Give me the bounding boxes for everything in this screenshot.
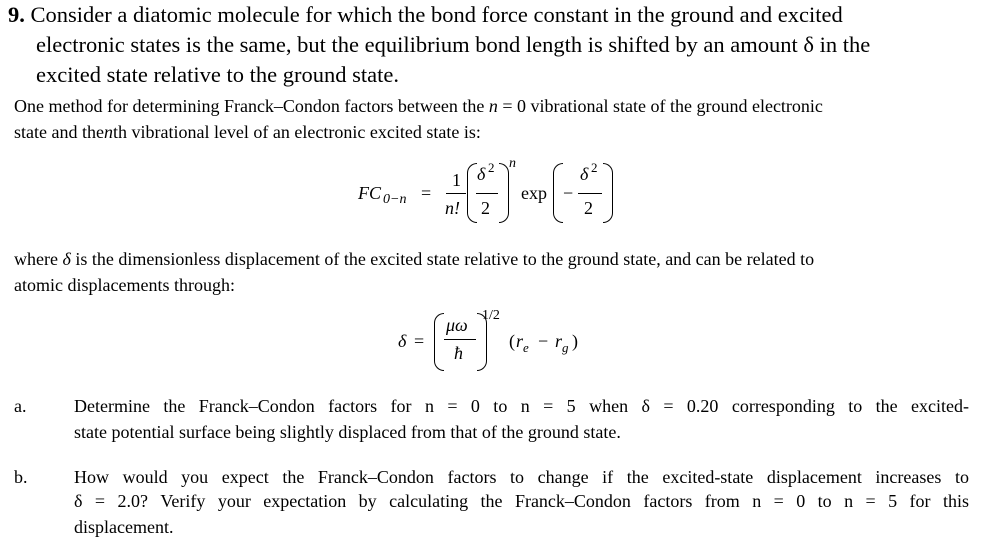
question-text-1: Consider a diatomic molecule for which the bond force constant in the ground and excited [30, 2, 843, 27]
eq1-inner-bar [476, 193, 498, 194]
intro-text-1b: = 0 vibrational state of the ground electronic [502, 96, 823, 116]
eq2-den: ħ [454, 343, 463, 363]
question-text-3: excited state relative to the ground state. [36, 62, 399, 87]
eq1-sq: 2 [488, 160, 495, 175]
intro-var-n2: n [103, 122, 113, 142]
eq2-minus: − [538, 331, 549, 351]
eq2-paren-open: ( [509, 331, 515, 351]
eq2-paren-close: ) [572, 331, 578, 351]
eq1-delta-b: δ [580, 164, 589, 184]
where-var-delta: δ [62, 249, 71, 269]
eq1-one: 1 [452, 170, 461, 190]
part-a-line-2: state potential surface being slightly displaced from that of the ground state. [74, 422, 621, 442]
eq1-inner-bar-2 [578, 193, 602, 194]
intro-line-1 [14, 94, 823, 118]
part-a-label: a. [14, 396, 27, 416]
question-line-1 [8, 0, 843, 30]
where-text-1b: is the dimensionless displacement of the excited state relative to the ground state, and can be related to [75, 249, 815, 269]
intro-text-2a: state and the [14, 122, 104, 142]
eq2-fraction-bar [444, 339, 476, 340]
where-text-2: atomic displacements through: [14, 275, 235, 295]
part-b-label: b. [14, 467, 28, 487]
eq1-power: n [509, 156, 516, 171]
eq1-paren-right [499, 163, 509, 223]
eq1-two-b: 2 [584, 198, 593, 218]
eq1-paren-right-2 [603, 163, 613, 223]
part-b-line-3: displacement. [74, 517, 174, 537]
where-text-1a: where [14, 249, 58, 269]
eq1-paren-left-2 [553, 163, 563, 223]
eq1-lhs: FC [358, 183, 382, 203]
question-number: 9. [8, 2, 25, 27]
eq1-fraction-bar [446, 193, 466, 194]
eq1-minus: − [563, 183, 574, 203]
eq1-two: 2 [481, 198, 490, 218]
part-a-line-1: Determine the Franck–Condon factors for n = 0 to n = 5 when δ = 0.20 corresponding to the excited- [74, 396, 969, 416]
eq2-rg: r [555, 331, 563, 351]
eq1-sq-b: 2 [591, 160, 598, 175]
part-b-line-2: δ = 2.0? Verify your expectation by calculating the Franck–Condon factors from n = 0 to n = 5 for this [74, 491, 969, 511]
eq2-re: r [516, 331, 524, 351]
eq2-power: 1/2 [482, 308, 500, 323]
eq1-nfact: n! [445, 198, 460, 218]
where-line-1 [14, 247, 814, 271]
intro-text-1a: One method for determining Franck–Condon factors between the [14, 96, 485, 116]
intro-line-2 [14, 120, 481, 144]
eq2-rg-sub: g [562, 340, 569, 355]
eq2-delta: δ [398, 331, 407, 351]
eq2-num: μω [446, 315, 468, 335]
intro-text-2b: th vibrational level of an electronic excited state is: [112, 122, 481, 142]
eq1-exp: exp [521, 183, 547, 203]
eq1-equals: = [421, 183, 432, 203]
eq2-equals: = [414, 331, 425, 351]
question-text-2: electronic states is the same, but the equilibrium bond length is shifted by an amount δ in the [36, 32, 871, 57]
eq1-delta: δ [477, 164, 486, 184]
part-b-line-1: How would you expect the Franck–Condon factors to change if the excited-state displacement increases to [74, 467, 969, 487]
eq2-paren-left [434, 313, 444, 371]
intro-var-n: n [488, 96, 498, 116]
eq1-lhs-sub: 0−n [383, 192, 407, 207]
eq2-re-sub: e [523, 340, 529, 355]
